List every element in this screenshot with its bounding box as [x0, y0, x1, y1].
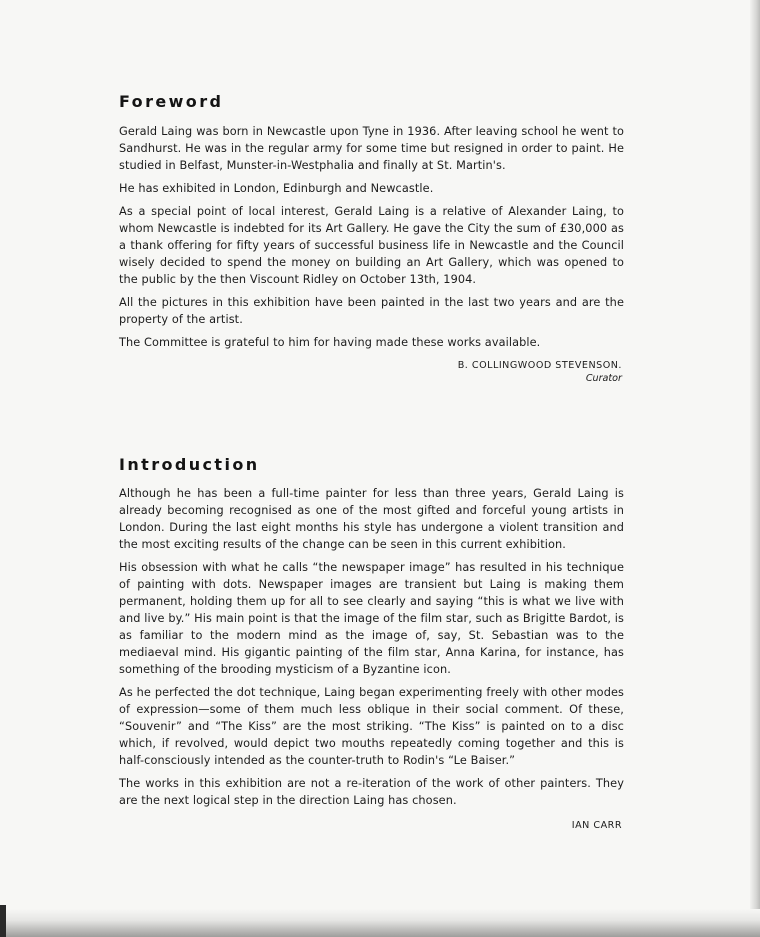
document-page: [119, 92, 624, 832]
introduction-paragraph: Although he has been a full-time painter for less than three years, Gerald Laing is already becoming recognised as one of the most gifted and forceful young artists in London. During the last eight months his style has undergone a violent transition and the most exciting results of the change can be seen in this current exhibition.: [119, 487, 624, 551]
introduction-heading: Introduction: [119, 455, 260, 474]
introduction-paragraph: His obsession with what he calls “the newspaper image” has resulted in his technique of painting with dots. Newspaper images are transient but Laing is making them permanent, holding them up for all to see clearly and saying “this is what we live with and live by.” His main point is that the image of the film star, such as Brigitte Bardot, is as familiar to the modern mind as the image of, say, St. Sebastian was to the mediaeval mind. His gigantic painting of the film star, Anna Karina, for instance, has something of the brooding mysticism of a Byzantine icon.: [119, 561, 624, 676]
introduction-paragraph: As he perfected the dot technique, Laing began experimenting freely with other modes of expression—some of them much less oblique in their social comment. Of these, “Souvenir” and “The Kiss” are the most striking. “The Kiss” is painted on to a disc which, if revolved, would depict two mouths repeatedly coming together and this is half-consciously intended as the counter-truth to Rodin's “Le Baiser.”: [119, 686, 624, 767]
scan-mark-left: [0, 905, 6, 937]
foreword-signature-title: Curator: [585, 373, 622, 384]
foreword-heading: Foreword: [119, 92, 224, 111]
foreword-paragraph: Gerald Laing was born in Newcastle upon Tyne in 1936. After leaving school he went to Sandhurst. He was in the regular army for some time but resigned in order to paint. He studied in Belfast, Munster-in-Westphalia and finally at St. Martin's.: [119, 125, 624, 172]
foreword-paragraph: As a special point of local interest, Gerald Laing is a relative of Alexander Laing, to whom Newcastle is indebted for its Art Gallery. He gave the City the sum of £30,000 as a thank offering for fifty years of successful business life in Newcastle and the Council wisely decided to spend the money on building an Art Gallery, which was opened to the public by the then Viscount Ridley on October 13th, 1904.: [119, 205, 624, 286]
introduction-paragraph: The works in this exhibition are not a re-iteration of the work of other painters. They are the next logical step in the direction Laing has chosen.: [119, 777, 624, 807]
scan-edge-right: [750, 0, 760, 937]
foreword-paragraph: He has exhibited in London, Edinburgh and Newcastle.: [119, 182, 434, 195]
foreword-section: [119, 92, 624, 385]
scan-edge-bottom: [0, 909, 760, 937]
foreword-paragraph: All the pictures in this exhibition have been painted in the last two years and are the property of the artist.: [119, 296, 624, 326]
foreword-signature-name: B. COLLINGWOOD STEVENSON.: [457, 360, 622, 371]
foreword-paragraph: The Committee is grateful to him for having made these works available.: [119, 336, 541, 349]
introduction-section: [119, 455, 624, 832]
introduction-signature-name: IAN CARR: [571, 820, 622, 831]
